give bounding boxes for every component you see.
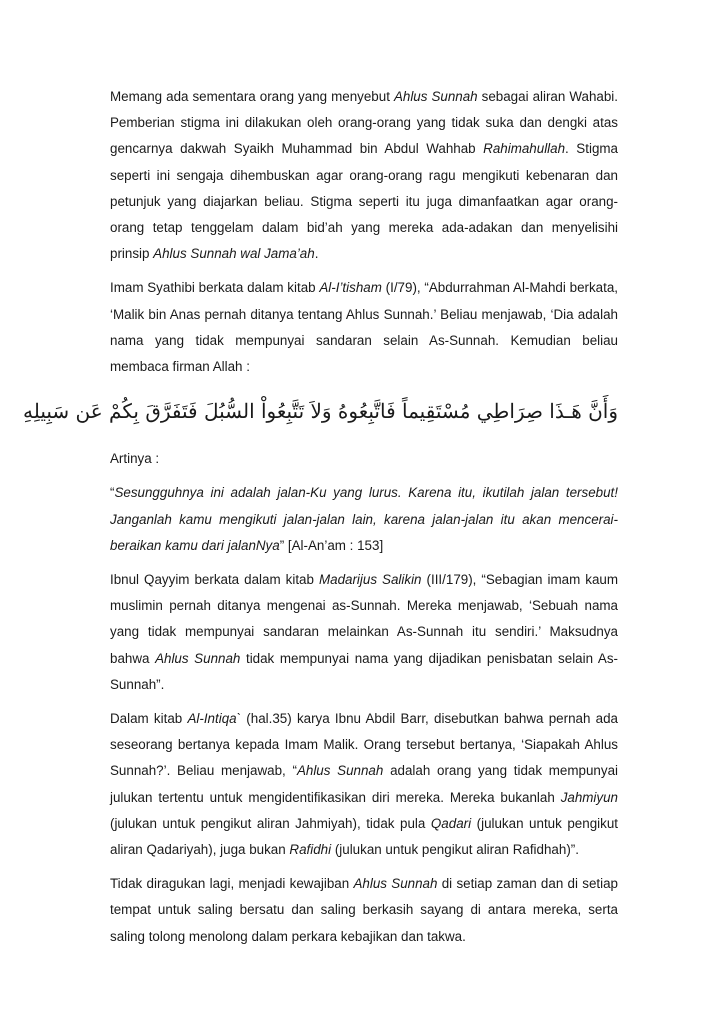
paragraph-conclusion — [110, 871, 618, 950]
italic-term: Jahmiyun — [560, 789, 618, 805]
italic-term: Ahlus Sunnah — [155, 650, 241, 666]
text: tidak mempunyai nama yang dijadikan penisbatan selain As-Sunnah”. — [110, 650, 618, 692]
text: (julukan untuk pengikut aliran Qadariyah), juga bukan — [110, 815, 618, 858]
artinya-label: Artinya : — [110, 451, 160, 467]
text: (hal.35) karya Ibnu Abdil Barr, disebutkan bahwa pernah ada seseorang bertanya kepada Imam Malik. Orang tersebut bertanya, ‘Siapakah Ahlus Sunnah?’. Beliau menjawab, “ — [110, 711, 619, 779]
text: (I/79), “Abdurrahman Al-Mahdi berkata, ‘Malik bin Anas pernah ditanya tentang Ahlus Sunnah.’ Beliau menjawab, ‘Dia adalah nama yang tidak mempunyai sandaran selain As-Sunnah. Kemudian beliau membaca firman Allah : — [110, 280, 619, 375]
document-body — [23, 84, 619, 958]
text: . Stigma seperti ini sengaja dihembuskan agar orang-orang ragu mengikuti kebenaran dan petunjuk yang diajarkan beliau. Stigma seperti itu juga dimanfaatkan agar orang-orang tetap tenggelam dalam bid’ah yang mereka ada-adakan dan menyelisihi prinsip — [110, 141, 618, 262]
text: . — [314, 246, 319, 262]
italic-term: Rahimahullah — [483, 141, 566, 157]
italic-term: Ahlus Sunnah — [393, 89, 478, 104]
text: Memang ada sementara orang yang menyebut — [110, 89, 394, 104]
text: (III/179), “Sebagian imam kaum muslimin pernah ditanya mengenai as-Sunnah. Mereka menjawab, ‘Sebuah nama yang tidak mempunyai sandaran melainkan As-Sunnah itu sendiri.’ Maksudnya bahwa — [110, 572, 618, 666]
text: ” [Al-An’am : 153] — [279, 537, 384, 553]
italic-term: Ahlus Sunnah wal Jama’ah — [153, 246, 315, 262]
italic-term: Ahlus Sunnah — [353, 876, 438, 892]
italic-term: Qadari — [430, 815, 472, 831]
text: “ — [110, 485, 115, 501]
text: Tidak diragukan lagi, menjadi kewajiban — [110, 876, 354, 892]
italic-term: Al-I’tisham — [319, 280, 382, 296]
text: adalah orang yang tidak mempunyai julukan tertentu untuk mengidentifikasikan diri mereka. Mereka bukanlah — [110, 763, 618, 805]
text: Ibnul Qayyim berkata dalam kitab — [110, 572, 319, 588]
italic-term: Al-Intiqa` — [187, 711, 242, 727]
text: Dalam kitab — [110, 711, 188, 727]
paragraph-translation — [110, 480, 618, 559]
text: (julukan untuk pengikut aliran Jahmiyah), tidak pula — [110, 815, 431, 831]
arabic-verse: وَأَنَّ هَـذَا صِرَاطِي مُسْتَقِيماً فَاتَّبِعُوهُ وَلاَ تَتَّبِعُواْ السُّبُلَ فَتَفَرَّقَ بِكُمْ عَن سَبِيلِهِ — [23, 399, 618, 424]
italic-term: Ahlus Sunnah — [296, 763, 384, 779]
text: Imam Syathibi berkata dalam kitab — [110, 280, 320, 296]
paragraph-imam-syathibi — [110, 275, 618, 380]
italic-term: Madarijus Salikin — [318, 572, 422, 588]
paragraph-al-intiqa — [110, 706, 618, 863]
text: di setiap zaman dan di setiap tempat untuk saling bersatu dan saling berkasih sayang di antara mereka, serta saling tolong menolong dalam perkara kebajikan dan takwa. — [110, 876, 619, 944]
paragraph-wahabi-stigma — [110, 84, 618, 267]
italic-term: Rafidhi — [289, 842, 332, 858]
text: sebagai aliran Wahabi. Pemberian stigma ini dilakukan oleh orang-orang yang tidak suka dan dengki atas gencarnya dakwah Syaikh Muhammad bin Abdul Wahhab — [110, 89, 618, 157]
italic-translation: Sesungguhnya ini adalah jalan-Ku yang lurus. Karena itu, ikutilah jalan tersebut! Janganlah kamu mengikuti jalan-jalan lain, karena jalan-jalan itu akan mencerai-beraikan kamu dari jalanNya — [110, 485, 618, 553]
paragraph-ibnul-qayyim — [110, 567, 618, 698]
text: (julukan untuk pengikut aliran Rafidhah)”. — [331, 842, 579, 858]
